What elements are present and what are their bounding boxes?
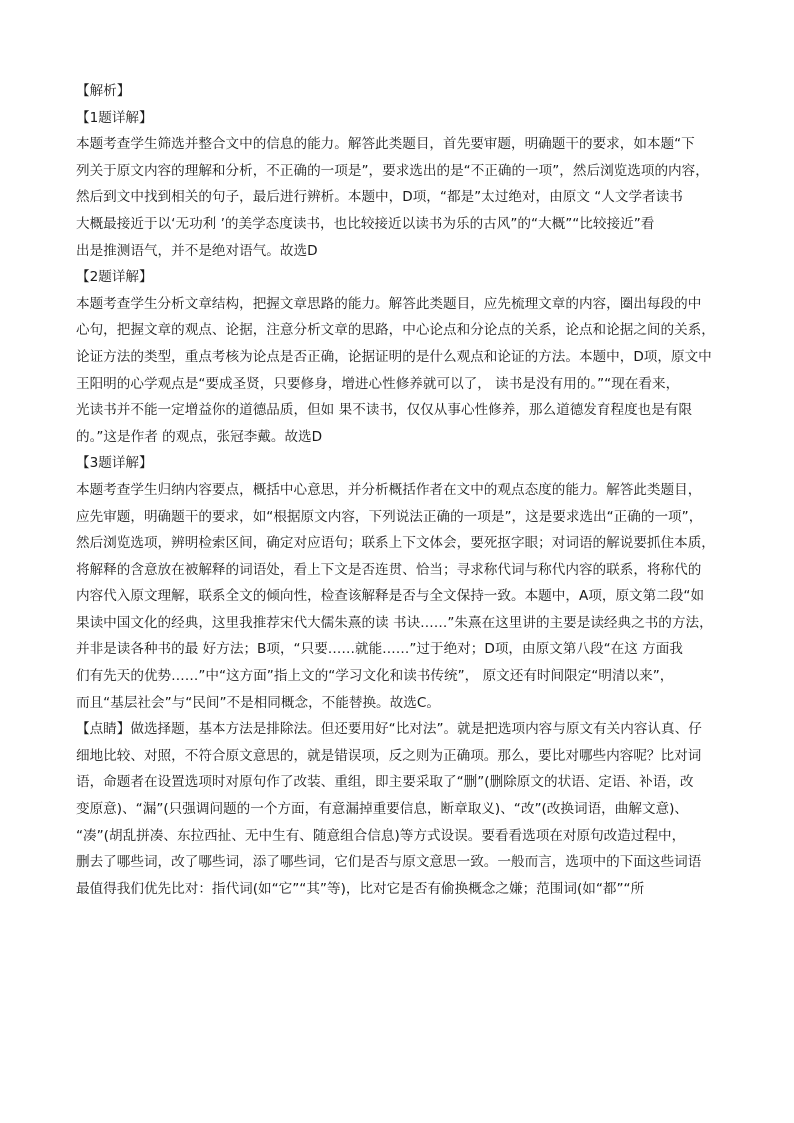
text-line: 心句，把握文章的观点、论据，注意分析文章的思路，中心论点和分论点的关系，论点和论据之间的关系， bbox=[76, 322, 715, 339]
text-line: 光读书并不能一定增益你的道德品质，但如 果不读书，仅仅从事心性修养，那么道德发育程度也是有限 bbox=[76, 402, 693, 419]
text-line: 而且“基层社会”与“民间”不是相同概念，不能替换。故选C。 bbox=[76, 694, 440, 711]
text-line: 本题考查学生分析文章结构，把握文章思路的能力。解答此类题目，应先梳理文章的内容，圈出每段的中 bbox=[76, 295, 702, 312]
text-line: 语，命题者在设置选项时对原句作了改装、重组，即主要采取了“删”(删除原文的状语、定语、补语，改 bbox=[76, 774, 694, 791]
section-heading: 【2题详解】 bbox=[76, 269, 153, 286]
text-line: 列关于原文内容的理解和分析，不正确的一项是”，要求选出的是“不正确的一项”，然后浏览选项的内容， bbox=[76, 162, 709, 179]
text-line: 【点睛】做选择题，基本方法是排除法。但还要用好“比对法”。就是把选项内容与原文有关内容认真、仔 bbox=[76, 721, 702, 738]
text-line: 最值得我们优先比对：指代词(如“它”“其”等)，比对它是否有偷换概念之嫌；范围词(如“都”“所 bbox=[76, 880, 645, 897]
text-line: 本题考查学生归纳内容要点，概括中心意思，并分析概括作者在文中的观点态度的能力。解答此类题目， bbox=[76, 481, 702, 498]
text-line: “凑”(胡乱拼凑、东拉西扯、无中生有、随意组合信息)等方式设误。要看看选项在对原句改造过程中， bbox=[76, 827, 686, 844]
text-line: 们有先天的优势……”中“这方面”指上文的“学习文化和读书传统”， 原文还有时间限定“明清以来”， bbox=[76, 668, 674, 685]
text-line: 本题考查学生筛选并整合文中的信息的能力。解答此类题目，首先要审题，明确题干的要求，如本题“下 bbox=[76, 136, 695, 153]
section-heading: 【3题详解】 bbox=[76, 455, 153, 472]
text-line: 然后浏览选项，辨明检索区间，确定对应语句；联系上下文体会，要死抠字眼；对词语的解说要抓住本质， bbox=[76, 535, 715, 552]
text-line: 出是推测语气，并不是绝对语气。故选D bbox=[76, 242, 318, 259]
text-line: 删去了哪些词，改了哪些词，添了哪些词，它们是否与原文意思一致。一般而言，选项中的下面这些词语 bbox=[76, 854, 702, 871]
text-line: 大概最接近于以‘无功利 ’的美学态度读书，也比较接近以读书为乐的古风”的“大概”“比较接近”看 bbox=[76, 215, 655, 232]
text-line: 并非是读各种书的最 好方法；B项，“只要……就能……”过于绝对；D项，由原文第八段“在这 方面我 bbox=[76, 641, 683, 658]
text-line: 然后到文中找到相关的句子，最后进行辨析。本题中，D项，“都是”太过绝对，由原文 “人文学者读书 bbox=[76, 189, 683, 206]
text-line: 果读中国文化的经典，这里我推荐宋代大儒朱熹的读 书诀……”朱熹在这里讲的主要是读经典之书的方法， bbox=[76, 614, 713, 631]
document-body bbox=[76, 78, 726, 902]
text-line: 内容代入原文理解，联系全文的倾向性，检查该解释是否与全文保持一致。本题中，A项，原文第二段“如 bbox=[76, 588, 705, 605]
text-line: 细地比较、对照，不符合原文意思的，就是错误项，反之则为正确项。那么，要比对哪些内容呢？比对词 bbox=[76, 747, 702, 764]
section-heading: 【1题详解】 bbox=[76, 109, 153, 126]
text-line: 将解释的含意放在被解释的词语处，看上下文是否连贯、恰当；寻求称代词与称代内容的联系，将称代的 bbox=[76, 561, 702, 578]
text-line: 王阳明的心学观点是“要成圣贤，只要修身，增进心性修养就可以了， 读书是没有用的。”“现在看来， bbox=[76, 375, 680, 392]
text-line: 论证方法的类型，重点考核为论点是否正确，论据证明的是什么观点和论证的方法。本题中，D项，原文中 bbox=[76, 348, 712, 365]
section-heading: 【解析】 bbox=[76, 83, 131, 99]
text-line: 的。”这是作者 的观点，张冠李戴。故选D bbox=[76, 428, 323, 445]
text-line: 应先审题，明确题干的要求，如“根据原文内容，下列说法正确的一项是”，这是要求选出“正确的一项”， bbox=[76, 508, 703, 525]
text-line: 变原意)、“漏”(只强调问题的一个方面，有意漏掉重要信息，断章取义)、“改”(改换词语，曲解文意)、 bbox=[76, 801, 689, 818]
